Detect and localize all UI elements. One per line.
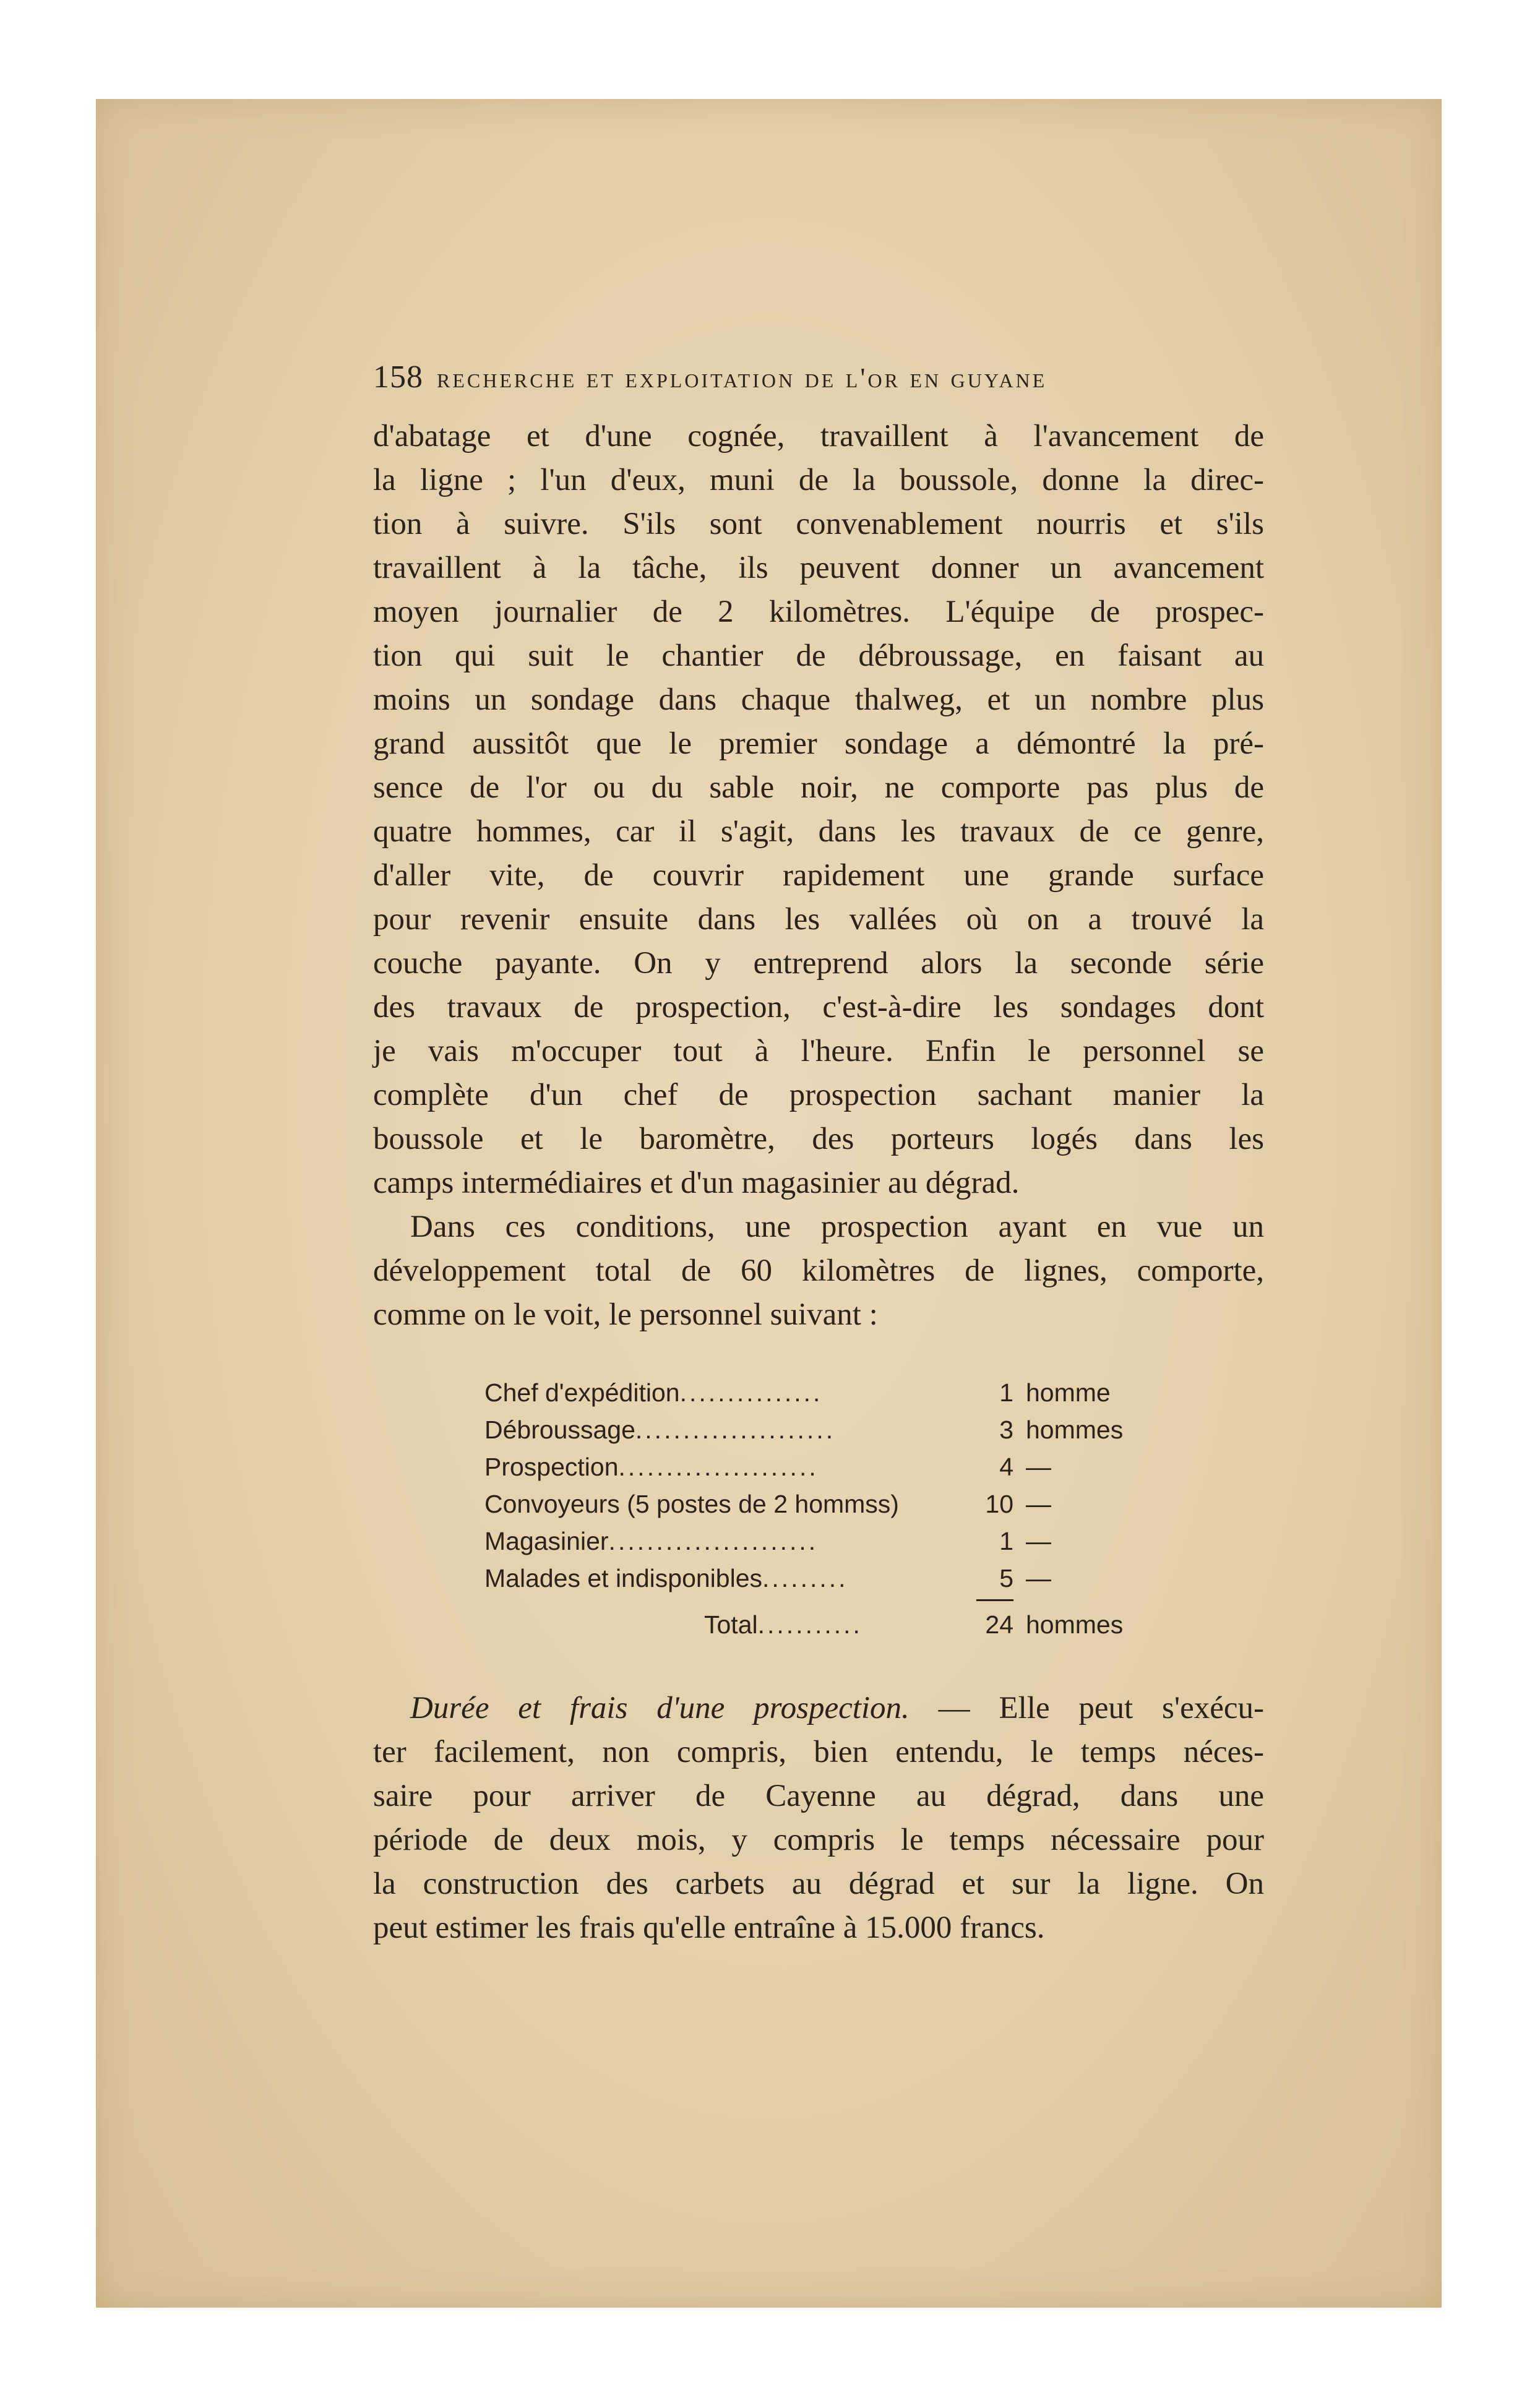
text-line: couche payante. On y entreprend alors la seconde série [373, 946, 1264, 981]
staff-total-row [484, 1606, 1153, 1643]
staff-qty: 10 [985, 1490, 1013, 1518]
text-line: peut estimer les frais qu'elle entraîne à 15.000 francs. [373, 1910, 1045, 1945]
staff-qty: 4 [999, 1453, 1013, 1481]
leader-dots: ......... [762, 1564, 848, 1592]
leader-dots: ............... [679, 1378, 823, 1407]
page-text [373, 359, 1264, 1950]
text-line: je vais m'occuper tout à l'heure. Enfin le personnel se [373, 1034, 1264, 1068]
total-label: Total [704, 1610, 758, 1639]
staff-unit: — [1026, 1527, 1051, 1555]
text-line: tion qui suit le chantier de débroussage, en faisant au [373, 638, 1264, 673]
staff-table [484, 1374, 1153, 1643]
staff-qty: 1 [999, 1378, 1013, 1407]
running-title: recherche et exploitation de l'or en guyane [437, 362, 1047, 393]
text-line: travaillent à la tâche, ils peuvent donner un avancement [373, 551, 1264, 585]
total-unit: hommes [1026, 1610, 1124, 1639]
page-number: 158 [373, 359, 423, 395]
text-line: la construction des carbets au dégrad et sur la ligne. On [373, 1867, 1264, 1901]
staff-row [484, 1485, 1153, 1523]
text-line: comme on le voit, le personnel suivant : [373, 1297, 878, 1332]
text-line: période de deux mois, y compris le temps nécessaire pour [373, 1823, 1264, 1857]
staff-row [484, 1448, 1153, 1485]
staff-qty: 5 [999, 1564, 1013, 1592]
sum-rule [976, 1599, 1013, 1601]
text-line: sence de l'or ou du sable noir, ne comporte pas plus de [373, 770, 1264, 805]
staff-label: Magasinier [484, 1527, 609, 1555]
text-line: la ligne ; l'un d'eux, muni de la boussole, donne la direc- [373, 463, 1264, 497]
staff-label: Chef d'expédition [484, 1378, 680, 1407]
text-line: d'aller vite, de couvrir rapidement une grande surface [373, 858, 1264, 893]
text-line: pour revenir ensuite dans les vallées où on a trouvé la [373, 902, 1264, 937]
staff-unit: homme [1026, 1378, 1111, 1407]
staff-label: Débroussage [484, 1416, 635, 1444]
text-line: ter facilement, non compris, bien entendu, le temps néces- [373, 1735, 1264, 1769]
text-line: camps intermédiaires et d'un magasinier au dégrad. [373, 1166, 1020, 1200]
text-line: — Elle peut s'exécu- [909, 1691, 1264, 1725]
staff-label: Malades et indisponibles [484, 1564, 762, 1592]
text-line: grand aussitôt que le premier sondage a démontré la pré- [373, 726, 1264, 761]
section-title: Durée et frais d'une prospection. [410, 1691, 910, 1725]
leader-dots: ...................... [608, 1527, 819, 1555]
staff-unit: — [1026, 1453, 1051, 1481]
staff-qty: 3 [999, 1416, 1013, 1444]
staff-qty: 1 [999, 1527, 1013, 1555]
staff-row [484, 1374, 1153, 1411]
text-line: tion à suivre. S'ils sont convenablement nourris et s'ils [373, 507, 1264, 541]
paragraph-2 [373, 1205, 1264, 1337]
staff-label: Convoyeurs (5 postes de 2 hommss) [484, 1490, 899, 1518]
staff-label: Prospection [484, 1453, 619, 1481]
text-line: boussole et le baromètre, des porteurs logés dans les [373, 1122, 1264, 1156]
text-line: complète d'un chef de prospection sachant manier la [373, 1078, 1264, 1112]
text-line: Dans ces conditions, une prospection ayant en vue un [410, 1209, 1264, 1244]
text-line: des travaux de prospection, c'est-à-dire les sondages dont [373, 990, 1264, 1025]
staff-row [484, 1560, 1153, 1597]
paragraph-1 [373, 415, 1264, 1205]
total-qty: 24 [985, 1610, 1013, 1639]
running-head [373, 359, 1264, 408]
staff-row [484, 1523, 1153, 1560]
staff-unit: — [1026, 1490, 1051, 1518]
leader-dots: ........... [757, 1610, 862, 1639]
staff-row [484, 1411, 1153, 1448]
leader-dots: ..................... [618, 1453, 819, 1481]
text-line: d'abatage et d'une cognée, travaillent à l'avancement de [373, 419, 1264, 453]
section-paragraph [373, 1686, 1264, 1950]
text-line: moyen journalier de 2 kilomètres. L'équipe de prospec- [373, 595, 1264, 629]
leader-dots: ..................... [635, 1416, 836, 1444]
text-line: saire pour arriver de Cayenne au dégrad, dans une [373, 1779, 1264, 1813]
text-line: moins un sondage dans chaque thalweg, et un nombre plus [373, 682, 1264, 717]
text-line: développement total de 60 kilomètres de lignes, comporte, [373, 1253, 1264, 1288]
staff-unit: — [1026, 1564, 1051, 1592]
text-line: quatre hommes, car il s'agit, dans les travaux de ce genre, [373, 814, 1264, 849]
staff-unit: hommes [1026, 1416, 1124, 1444]
